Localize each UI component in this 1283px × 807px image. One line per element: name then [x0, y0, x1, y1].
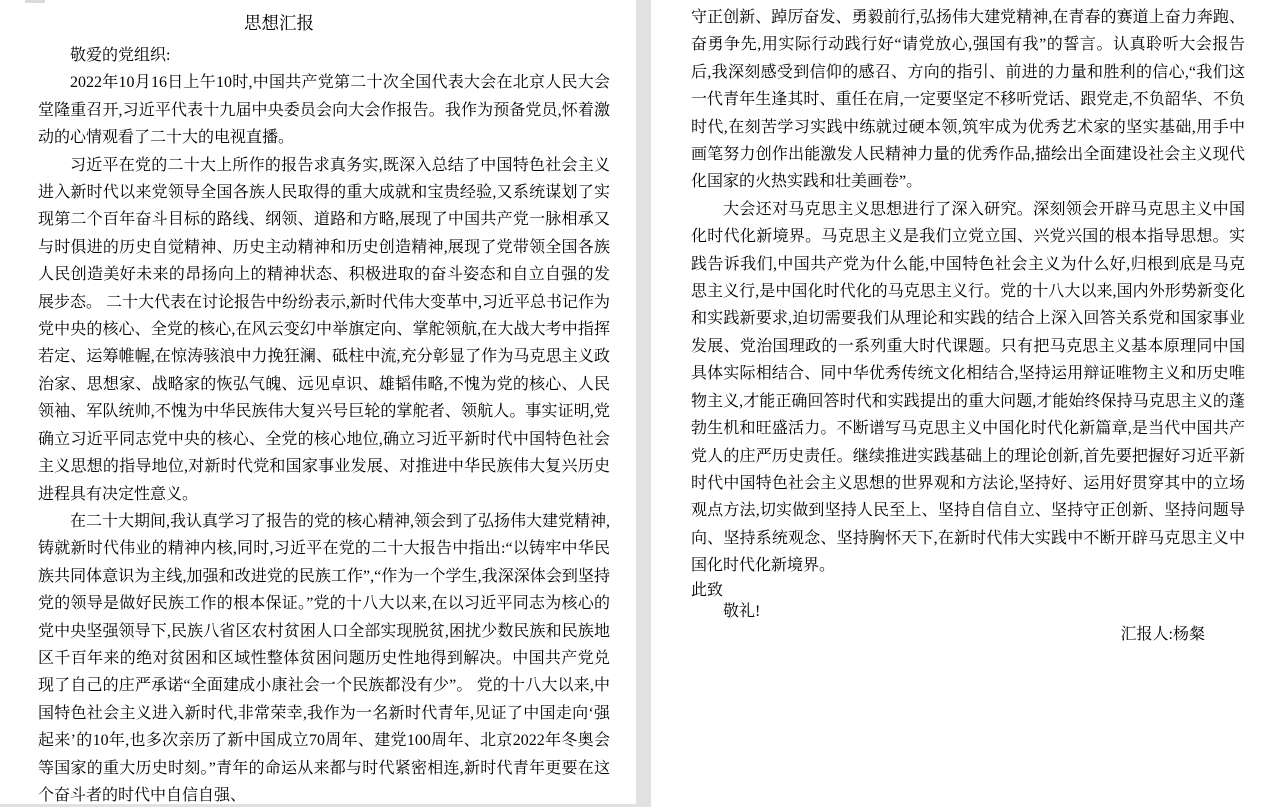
closing-block [691, 580, 1245, 645]
page-2[interactable] [651, 0, 1283, 807]
closing-cizhi: 此致 [691, 581, 724, 599]
reporter-signature: 汇报人:杨粲 [1120, 625, 1205, 643]
page-edge-artifact-left [25, 0, 45, 3]
page-1[interactable] [0, 0, 636, 804]
salutation: 敬爱的党组织: [70, 47, 171, 64]
closing-jingli: 敬礼! [723, 602, 761, 620]
document-title: 思想汇报 [244, 13, 314, 33]
paragraph-youth-continuation: 守正创新、踔厉奋发、勇毅前行,弘扬伟大建党精神,在青春的赛道上奋力奔跑、奋勇争先,用实际行动践行好“请党放心,强国有我”的誓言。认真聆听大会报告后,我深刻感受到信仰的感召、方向的指引、前进的力量和胜利的信心,“我们这一代青年生逢其时、重任在肩,一定要坚定不移听党话、跟党走,不负韶华、不负时代,在刻苦学习实践中练就过硬本领,筑牢成为优秀艺术家的坚实基础,用手中画笔努力创作出能激发人民精神力量的优秀作品,描绘出全面建设社会主义现代化国家的火热实践和壮美画卷”。 [691, 9, 1245, 191]
page-gutter [636, 0, 651, 807]
paragraph-marxism: 大会还对马克思主义思想进行了深入研究。深刻领会开辟马克思主义中国化时代化新境界。马克思主义是我们立党立国、兴党兴国的根本指导思想。实践告诉我们,中国共产党为什么能,中国特色社会主义为什么好,归根到底是马克思主义行,是中国化时代化的马克思主义行。党的十八大以来,国内外形势新变化和实践新要求,迫切需要我们从理论和实践的结合上深入回答关系党和国家事业发展、党治国理政的一系列重大时代课题。只有把马克思主义基本原理同中国具体实际相结合、同中华优秀传统文化相结合,坚持运用辩证唯物主义和历史唯物主义,才能正确回答时代和实践提出的重大问题,才能始终保持马克思主义的蓬勃生机和旺盛活力。不断谱写马克思主义中国化时代化新篇章,是当代中国共产党人的庄严历史责任。继续推进实践基础上的理论创新,首先要把握好习近平新时代中国特色社会主义思想的世界观和方法论,坚持好、运用好贯穿其中的立场观点方法,切实做到坚持人民至上、坚持自信自立、坚持守正创新、坚持问题导向、坚持系统观念、坚持胸怀天下,在新时代伟大实践中不断开辟马克思主义中国化时代化新境界。 [691, 200, 1245, 575]
paragraph-opening: 2022年10月16日上午10时,中国共产党第二十次全国代表大会在北京人民大会堂隆重召开,习近平代表十九届中央委员会向大会作报告。我作为预备党员,怀着激动的心情观看了二十大的电视直播。 [38, 74, 610, 147]
paragraph-study-spirit: 在二十大期间,我认真学习了报告的党的核心精神,领会到了弘扬伟大建党精神,铸就新时代伟业的精神内核,同时,习近平在党的二十大报告中指出:“以铸牢中华民族共同体意识为主线,加强和改进党的民族工作”,“作为一个学生,我深深体会到坚持党的领导是做好民族工作的根本保证。”党的十八大以来,在以习近平同志为核心的党中央坚强领导下,民族八省区农村贫困人口全部实现脱贫,困扰少数民族和民族地区千百年来的绝对贫困和区域性整体贫困问题历史性地得到解决。中国共产党兑现了自己的庄严承诺“全面建成小康社会一个民族都没有少”。 党的十八大以来,中国特色社会主义进入新时代,非常荣幸,我作为一名新时代青年,见证了中国走向‘强起来’的10年,也多次亲历了新中国成立70周年、建党100周年、北京2022年冬奥会等国家的重大历史时刻。”青年的命运从来都与时代紧密相连,新时代青年更要在这个奋斗者的时代中自信自强、 [38, 512, 611, 804]
paragraph-report-summary: 习近平在党的二十大上所作的报告求真务实,既深入总结了中国特色社会主义进入新时代以来党领导全国各族人民取得的重大成就和宝贵经验,又系统谋划了实现第二个百年奋斗目标的路线、纲领、道路和方略,展现了中国共产党一脉相承又与时俱进的历史自觉精神、历史主动精神和历史创造精神,展现了党带领全国各族人民创造美好未来的昂扬向上的精神状态、积极进取的奋斗姿态和自立自强的发展步态。 二十大代表在讨论报告中纷纷表示,新时代伟大变革中,习近平总书记作为党中央的核心、全党的核心,在风云变幻中举旗定向、掌舵领航,在大战大考中指挥若定、运筹帷幄,在惊涛骇浪中力挽狂澜、砥柱中流,充分彰显了作为马克思主义政治家、思想家、战略家的恢弘气魄、远见卓识、雄韬伟略,不愧为党的核心、人民领袖、军队统帅,不愧为中华民族伟大复兴号巨轮的掌舵者、领航人。事实证明,党确立习近平同志党中央的核心、全党的核心地位,确立习近平新时代中国特色社会主义思想的指导地位,对新时代党和国家事业发展、对推进中华民族伟大复兴历史进程具有决定性意义。 [38, 156, 611, 503]
